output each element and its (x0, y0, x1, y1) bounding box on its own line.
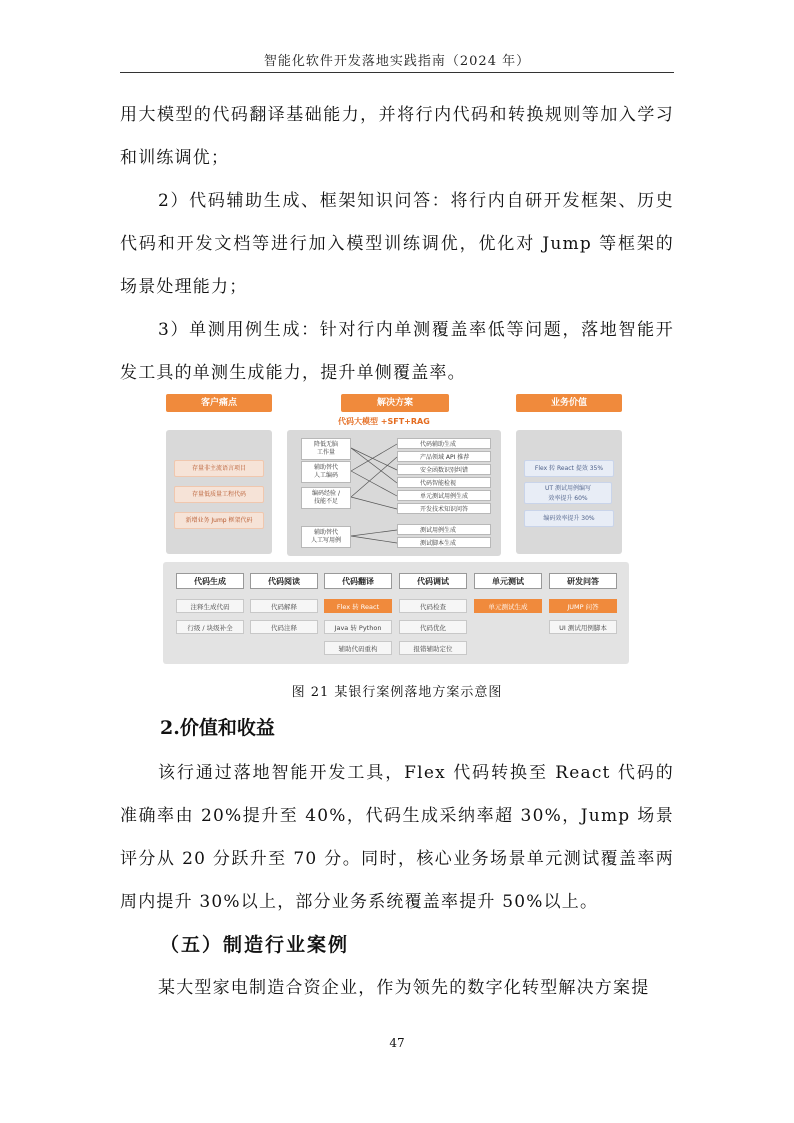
value-item: UT 测试用例编写 效率提升 60% (524, 482, 612, 504)
solution-capability-item: 测试用例生成 (397, 524, 491, 535)
paragraph-1: 用大模型的代码翻译基础能力，并将行内代码和转换规则等加入学习和训练调优； (120, 105, 674, 168)
pain-point-item: 存量低质量工程代码 (174, 486, 264, 503)
column-head: 代码阅读 (250, 573, 318, 589)
section-heading: 2.价值和收益 (160, 717, 275, 739)
value-panel (516, 430, 622, 554)
header-rule (120, 72, 674, 73)
paragraph-2: 2）代码辅助生成、框架知识问答：将行内自研开发框架、历史代码和开发文档等进行加入模型训练调优，优化对 Jump 等框架的场景处理能力； (120, 191, 674, 297)
pain-point-item: 存量非主流语言项目 (174, 460, 264, 477)
column-head: 代码翻译 (324, 573, 392, 589)
capability-cell: 行级 / 块级补全 (176, 620, 244, 634)
solution-capability-item: 代码辅助生成 (397, 438, 491, 449)
banner-pain-points: 客户痛点 (166, 394, 272, 412)
solution-need-item: 降低无脑 工作量 (301, 438, 351, 460)
banner-solution: 解决方案 (341, 394, 449, 412)
capability-cell: 辅助代码重构 (324, 641, 392, 655)
figure-caption: 图 21 某银行案例落地方案示意图 (291, 685, 503, 700)
solution-capability-item: 安全函数识别纠错 (397, 464, 491, 475)
solution-capability-item: 测试脚本生成 (397, 537, 491, 548)
paragraph-3: 3）单测用例生成：针对行内单测覆盖率低等问题，落地智能开发工具的单测生成能力，提升单侧覆盖率。 (120, 320, 674, 383)
capability-cell: UI 测试用例脚本 (549, 620, 617, 634)
solution-need-item: 辅助替代 人工编码 (301, 461, 351, 483)
solution-diagram (163, 388, 629, 664)
pain-point-item: 新增业务 Jump 框架代码 (174, 512, 264, 529)
capability-cell: 注释生成代码 (176, 599, 244, 613)
page-number: 47 (389, 1036, 405, 1050)
solution-need-item: 辅助替代 人工写用例 (301, 526, 351, 548)
solution-capability-item: 产品领域 API 推荐 (397, 451, 491, 462)
chapter-heading: （五）制造行业案例 (160, 934, 350, 956)
column-head: 研发问答 (549, 573, 617, 589)
value-paragraph: 该行通过落地智能开发工具，Flex 代码转换至 React 代码的准确率由 20%提升至 40%，代码生成采纳率超 30%，Jump 场景评分从 20 分跃升至 70 分。同时，核心业务场景单元测试覆盖率两周内提升 30%以上，部分业务系统覆盖率提升 50%以上。 (120, 763, 674, 912)
banner-value: 业务价值 (516, 394, 622, 412)
solution-capability-item: 代码智能检视 (397, 477, 491, 488)
capability-grid (163, 562, 629, 664)
pain-points-panel (166, 430, 272, 554)
capability-cell: 代码注释 (250, 620, 318, 634)
capability-cell: 报错辅助定位 (399, 641, 467, 655)
column-head: 代码生成 (176, 573, 244, 589)
capability-cell: Java 转 Python (324, 620, 392, 634)
solution-capability-item: 单元测试用例生成 (397, 490, 491, 501)
column-head: 单元测试 (474, 573, 542, 589)
solution-need-item: 编码经验 / 技能不足 (301, 487, 351, 509)
capability-cell: 代码解释 (250, 599, 318, 613)
capability-cell: 代码优化 (399, 620, 467, 634)
value-item: 编码效率提升 30% (524, 510, 614, 527)
last-paragraph: 某大型家电制造合资企业，作为领先的数字化转型解决方案提 (158, 978, 650, 998)
capability-cell-highlight: 单元测试生成 (474, 599, 542, 613)
capability-cell: 代码检查 (399, 599, 467, 613)
running-header: 智能化软件开发落地实践指南（2024 年） (263, 54, 531, 69)
solution-capability-item: 开发技术知识问答 (397, 503, 491, 514)
solution-panel (287, 430, 501, 556)
column-head: 代码调试 (399, 573, 467, 589)
capability-cell-highlight: Flex 转 React (324, 599, 392, 613)
capability-cell-highlight: JUMP 问答 (549, 599, 617, 613)
value-item: Flex 转 React 提效 35% (524, 460, 614, 477)
model-title: 代码大模型 +SFT+RAG (338, 417, 430, 426)
